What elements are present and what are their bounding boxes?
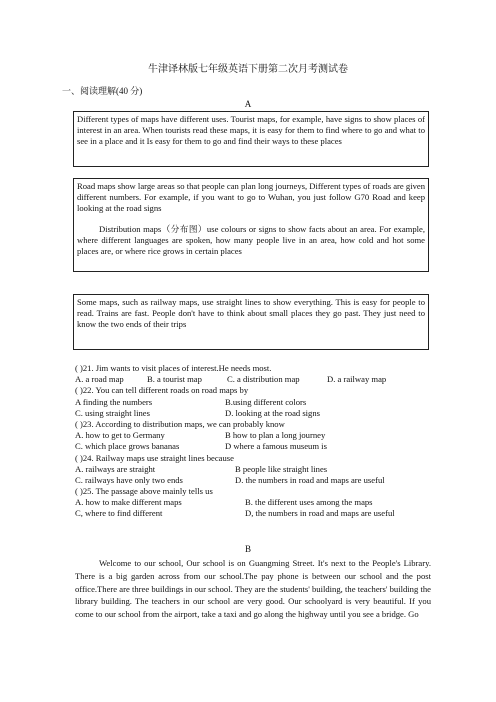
option: D. looking at the road signs: [225, 407, 320, 418]
option: A. a road map: [75, 374, 124, 385]
option: C. railways have only two ends: [75, 474, 183, 485]
passage-b-text: Welcome to our school, Our school is on Guangming Street. It's next to the People's Library. There is a big garden across from our school.The pay phone is between our school and the post office.There are three buildings in our school. They are the students' building, the teachers' building the library building. The teachers in our school are very good. Our schoolyard is very beautiful. If you come to our school from the airport, take a taxi and go along the highway until you see a bridge. Go: [75, 558, 431, 620]
part-b-label: B: [244, 544, 251, 554]
option: B people like straight lines: [235, 463, 328, 474]
question-stem: ( )25. The passage above mainly tells us: [75, 486, 213, 497]
part-a-label: A: [244, 99, 252, 109]
option: C. using straight lines: [75, 407, 150, 418]
option: B. the different uses among the maps: [245, 497, 373, 508]
road-maps-text: Road maps show large areas so that people can plan long journeys, Different types of roads are given different numbers. For example, if you want to go to Wuhan, you just follow G70 Road and keep looking at the road signs: [77, 181, 425, 214]
passage-b: [75, 557, 431, 621]
option: A finding the numbers: [75, 396, 153, 407]
option: C. which place grows bananas: [75, 441, 180, 452]
option: A. railways are straight: [75, 463, 156, 474]
option: B.using different colors: [225, 396, 307, 407]
question-list: [75, 363, 435, 520]
option: A. how to get to Germany: [75, 430, 165, 441]
distribution-maps-text: Distribution maps（分布图）use colours or signs to show facts about an area. For example, where different languages are spoken, how many people live in an area, how cold and hot some places are, or where rice grows in certain places: [77, 223, 425, 257]
option: A. how to make different maps: [75, 497, 182, 508]
road-maps-box: [73, 178, 429, 272]
option: C, where to find different: [75, 508, 163, 519]
section-heading: 一、阅读理解(40 分): [62, 86, 143, 96]
railway-maps-box: [73, 294, 429, 350]
railway-maps-text: Some maps, such as railway maps, use straight lines to show everything. This is easy for people to read. Trains are fast. People don't have to think about small places they go past. They just need to know the two ends of their trips: [77, 297, 425, 330]
option: D. the numbers in road and maps are useful: [235, 474, 385, 485]
option: C. a distribution map: [227, 374, 300, 385]
option: B how to plan a long journey: [225, 430, 326, 441]
option: D, the numbers in road and maps are useful: [245, 508, 395, 519]
question-stem: ( )23. According to distribution maps, we can probably know: [75, 418, 285, 429]
question-stem: ( )22. You can tell different roads on road maps by: [75, 385, 249, 396]
option: B. a tourist map: [147, 374, 202, 385]
tourist-maps-box: [73, 111, 429, 167]
option: D. a railway map: [327, 374, 387, 385]
document-title: 牛津译林版七年级英语下册第二次月考测试卷: [148, 64, 348, 75]
question-stem: ( )21. Jim wants to visit places of interest.He needs most.: [75, 363, 272, 373]
question-stem: ( )24. Railway maps use straight lines because: [75, 452, 234, 463]
option: D where a famous museum is: [225, 441, 327, 452]
tourist-maps-text: Different types of maps have different uses. Tourist maps, for example, have signs to show places of interest in an area. When tourists read these maps, it is easy for them to find where to go and what to see in a place and it Is easy for them to go and find their ways to these places: [77, 114, 425, 147]
